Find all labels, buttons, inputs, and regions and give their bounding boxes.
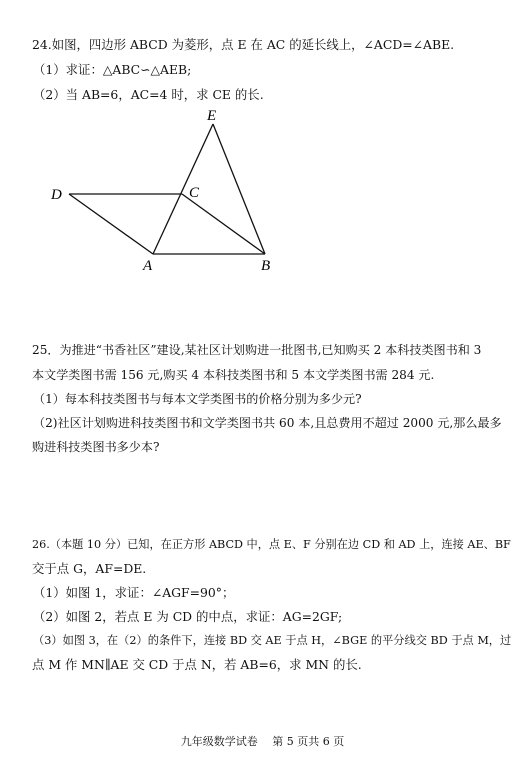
- segment-BE: [213, 124, 265, 254]
- q24-stem: 24.如图，四边形 ABCD 为菱形，点 E 在 AC 的延长线上，∠ACD=∠ABE.: [32, 37, 455, 52]
- q24-part2: （2）当 AB=6，AC=4 时，求 CE 的长.: [33, 87, 264, 102]
- page-footer: 九年级数学试卷 第 5 页共 6 页: [180, 735, 345, 748]
- q24-part1: （1）求证：△ABC∽△AEB;: [33, 62, 192, 77]
- q25-stem-line2: 本文学类图书需 156 元,购买 4 本科技类图书和 5 本文学类图书需 284 元.: [32, 368, 435, 382]
- q26-part3-line1: （3）如图 3，在（2）的条件下，连接 BD 交 AE 于点 H，∠BGE 的平分线交 BD 于点 M，过: [33, 634, 512, 647]
- segment-AE: [153, 124, 213, 254]
- q26-stem-line2: 交于点 G，AF=DE.: [32, 561, 147, 576]
- q25-part2-line1: （2)社区计划购进科技类图书和文学类图书共 60 本,且总费用不超过 2000 元,那么最多: [33, 416, 502, 430]
- label-C: C: [189, 185, 200, 201]
- q26-part1: （1）如图 1，求证：∠AGF=90°；: [33, 585, 235, 600]
- q25-stem-line1: 25．为推进“书香社区”建设,某社区计划购进一批图书,已知购买 2 本科技类图书和 3: [32, 343, 482, 357]
- q26-part2: （2）如图 2，若点 E 为 CD 的中点，求证：AG=2GF;: [33, 609, 343, 624]
- segment-CB: [182, 194, 265, 254]
- q25-part2-line2: 购进科技类图书多少本?: [32, 440, 160, 454]
- label-E: E: [207, 108, 217, 124]
- q26-part3-line2: 点 M 作 MN∥AE 交 CD 于点 N，若 AB=6，求 MN 的长.: [32, 657, 362, 672]
- q26-stem-line1: 26.（本题 10 分）已知，在正方形 ABCD 中，点 E、F 分别在边 CD 和 AD 上，连接 AE、BF: [32, 538, 511, 551]
- label-B: B: [261, 258, 271, 274]
- q25-part1: （1）每本科技类图书与每本文学类图书的价格分别为多少元?: [33, 392, 362, 406]
- label-D: D: [51, 187, 62, 203]
- segment-DA: [69, 194, 153, 254]
- label-A: A: [143, 258, 153, 274]
